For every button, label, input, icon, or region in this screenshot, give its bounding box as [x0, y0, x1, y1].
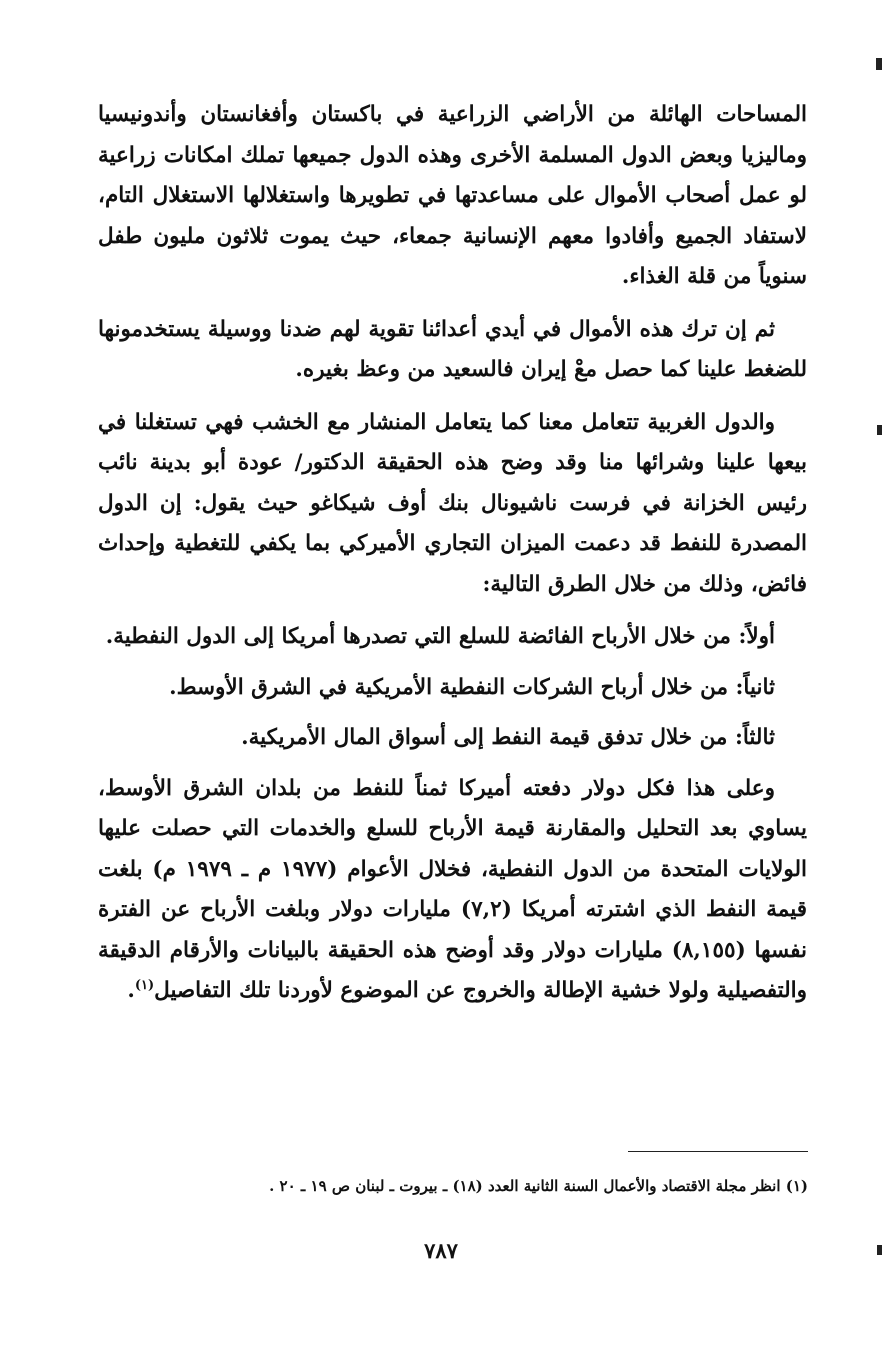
- paragraph-text: وعلى هذا فكل دولار دفعته أميركا ثمناً للنفط من بلدان الشرق الأوسط، يساوي بعد التحليل والمقارنة قيمة الأرباح للسلع والخدمات التي حصلت عليها الولايات المتحدة من الدول النفطية، فخلال الأعوام (١٩٧٧ م ـ ١٩٧٩ م) بلغت قيمة النفط الذي اشترته أمريكا (٧,٢) مليارات دولار وبلغت الأرباح عن الفترة نفسها (٨,١٥٥) مليارات دولار وقد أوضح هذه الحقيقة بالبيانات والأرقام الدقيقة والتفصيلية ولولا خشية الإطالة والخروج عن الموضوع لأوردنا تلك التفاصيل: [98, 775, 807, 1003]
- paragraph: المساحات الهائلة من الأراضي الزراعية في باكستان وأفغانستان وأندونيسيا وماليزيا وبعض الدول المسلمة الأخرى وهذه الدول جميعها تملك امكانات زراعية لو عمل أصحاب الأموال على مساعدتها في تطويرها واستغلالها الاستغلال التام، لاستفاد الجميع وأفادوا معهم الإنسانية جمعاء، حيث يموت ثلاثون مليون طفل سنوياً من قلة الغذاء.: [98, 102, 807, 289]
- list-item: [98, 617, 807, 658]
- list-item-text: من خلال أرباح الشركات النفطية الأمريكية في الشرق الأوسط.: [169, 674, 736, 700]
- list-item: [98, 718, 807, 759]
- margin-mark: [876, 58, 882, 70]
- list-item-lead: أولاً:: [738, 624, 775, 649]
- footnote: (١) انظر مجلة الاقتصاد والأعمال السنة الثانية العدد (١٨) ـ بيروت ـ لبنان ص ١٩ ـ ٢٠ .: [269, 1177, 808, 1195]
- footnote-reference: (١): [134, 977, 155, 993]
- body-text: [98, 95, 807, 1024]
- paragraph: [98, 769, 807, 1012]
- paragraph-end: .: [127, 978, 135, 1003]
- list-item-text: من خلال الأرباح الفائضة للسلع التي تصدرها أمريكا إلى الدول النفطية.: [105, 624, 739, 649]
- list-item-text: من خلال تدفق قيمة النفط إلى أسواق المال الأمريكية.: [241, 725, 735, 750]
- paragraph: والدول الغربية تتعامل معنا كما يتعامل المنشار مع الخشب فهي تستغلنا في بيعها علينا وشرائها منا وقد وضح هذه الحقيقة الدكتور/ عودة أبو بدينة نائب رئيس الخزانة في فرست ناشيونال بنك أوف شيكاغو حيث يقول: إن الدول المصدرة للنفط قد دعمت الميزان التجاري الأميركي بما يكفي للتغطية وإحداث فائض، وذلك من خلال الطرق التالية:: [98, 409, 807, 597]
- paragraph: ثم إن ترك هذه الأموال في أيدي أعدائنا تقوية لهم ضدنا ووسيلة يستخدمونها للضغط علينا كما حصل معْ إيران فالسعيد من وعظ بغيره.: [98, 316, 807, 382]
- page-number: ٧٨٧: [424, 1238, 458, 1263]
- margin-mark: [877, 425, 882, 435]
- list-item-lead: ثانياً:: [735, 674, 775, 700]
- list-item: [98, 668, 807, 709]
- footnote-divider: [628, 1151, 808, 1152]
- list-item-lead: ثالثاً:: [734, 725, 775, 750]
